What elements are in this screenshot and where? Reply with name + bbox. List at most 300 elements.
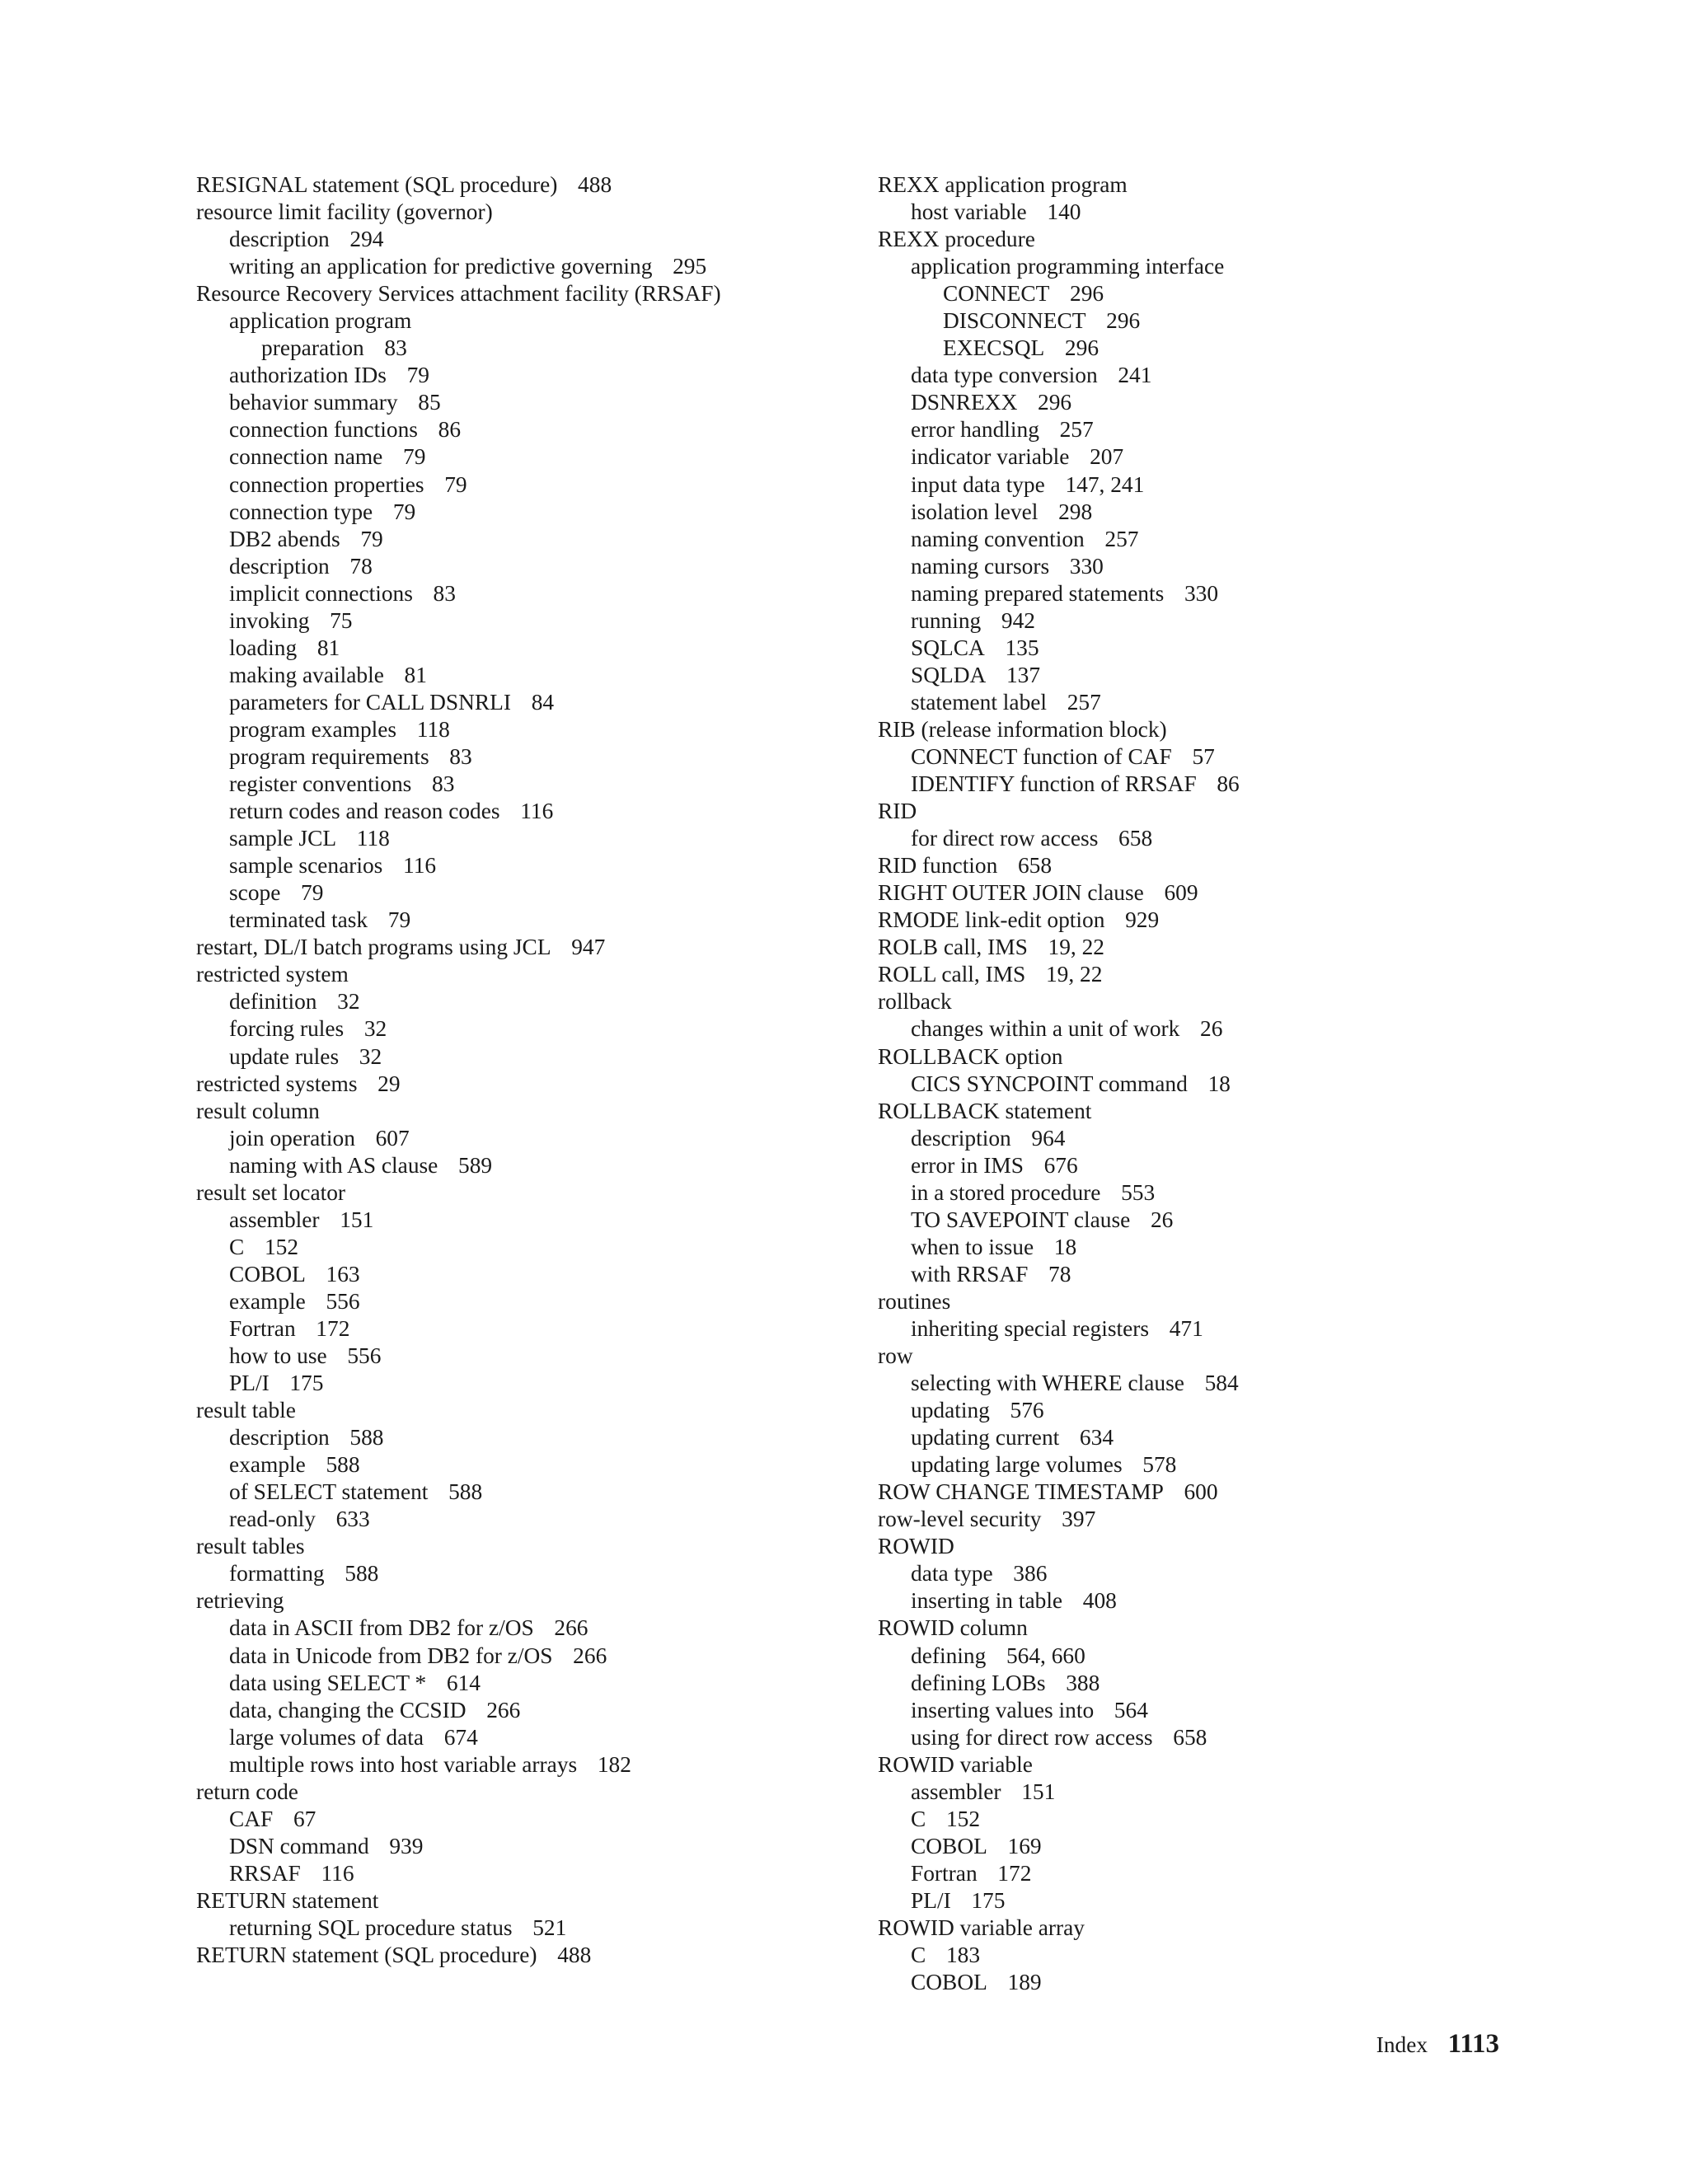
- index-entry: [878, 171, 1554, 199]
- index-entry: [196, 1751, 872, 1779]
- page-reference: 658: [1017, 853, 1053, 879]
- page-reference: 79: [360, 526, 383, 551]
- index-entry: [878, 771, 1554, 798]
- index-entry: [196, 1806, 872, 1833]
- page-reference: 588: [326, 1452, 360, 1478]
- index-entry: [196, 635, 872, 662]
- index-term: ROLL call, IMS: [878, 962, 1026, 987]
- index-entry: [878, 1479, 1554, 1506]
- index-term: defining LOBs: [911, 1670, 1046, 1695]
- page-reference: 386: [1013, 1561, 1048, 1586]
- index-term: returning SQL procedure status: [229, 1915, 513, 1940]
- page-reference: 553: [1121, 1179, 1156, 1205]
- page-reference: 86: [438, 417, 462, 443]
- footer-section-label: Index: [1376, 2032, 1428, 2057]
- index-term: authorization IDs: [229, 363, 387, 388]
- index-term: program examples: [229, 716, 397, 742]
- index-term: for direct row access: [911, 826, 1099, 851]
- index-entry: [196, 1125, 872, 1152]
- index-entry: [196, 1234, 872, 1261]
- index-term: COBOL: [911, 1970, 987, 1995]
- index-term: result table: [196, 1398, 296, 1423]
- page-number: 1113: [1447, 2029, 1499, 2059]
- index-entry: [878, 635, 1554, 662]
- index-entry: [196, 907, 872, 934]
- page-reference: 79: [403, 444, 426, 470]
- index-term: join operation: [229, 1125, 355, 1151]
- index-entry: [878, 743, 1554, 771]
- index-term: example: [229, 1452, 306, 1478]
- index-entry: [196, 1697, 872, 1724]
- page-reference: 57: [1192, 743, 1215, 769]
- index-term: when to issue: [911, 1234, 1034, 1259]
- index-term: forcing rules: [229, 1016, 345, 1042]
- index-entry: [878, 1615, 1554, 1642]
- index-term: RETURN statement (SQL procedure): [196, 1943, 537, 1968]
- index-entry: [196, 879, 872, 907]
- index-entry: [196, 1643, 872, 1670]
- index-entry: [196, 1724, 872, 1751]
- page-reference: 397: [1062, 1507, 1096, 1532]
- index-entry: [196, 1179, 872, 1207]
- index-term: DB2 abends: [229, 526, 340, 551]
- page-reference: 241: [1118, 363, 1152, 388]
- index-entry: [196, 553, 872, 580]
- index-term: retrieving: [196, 1588, 284, 1614]
- index-term: indicator variable: [911, 444, 1070, 470]
- index-entry: [878, 1015, 1554, 1043]
- index-entry: [878, 1751, 1554, 1779]
- index-entry: [196, 443, 872, 471]
- index-entry: [196, 1506, 872, 1533]
- page-reference: 118: [356, 826, 390, 851]
- page-reference: 556: [347, 1343, 382, 1369]
- index-entry: [878, 798, 1554, 825]
- page-reference: 266: [554, 1615, 588, 1641]
- index-entry: [878, 1887, 1554, 1915]
- index-term: example: [229, 1288, 306, 1314]
- index-entry: [196, 1207, 872, 1234]
- page-reference: 588: [345, 1561, 379, 1586]
- index-term: naming with AS clause: [229, 1152, 438, 1178]
- page-reference: 18: [1053, 1234, 1077, 1259]
- index-entry: [196, 1315, 872, 1343]
- index-term: COBOL: [229, 1261, 306, 1286]
- index-term: preparation: [261, 335, 364, 361]
- index-term: connection name: [229, 444, 383, 470]
- index-term: parameters for CALL DSNRLI: [229, 689, 512, 715]
- index-entry: [878, 1207, 1554, 1234]
- index-term: C: [911, 1943, 926, 1968]
- index-term: Fortran: [911, 1860, 978, 1886]
- index-term: selecting with WHERE clause: [911, 1371, 1184, 1396]
- page-reference: 588: [448, 1479, 483, 1505]
- index-entry: [878, 1643, 1554, 1670]
- index-term: CONNECT: [943, 281, 1050, 307]
- index-term: Resource Recovery Services attachment facility (RRSAF): [196, 281, 721, 307]
- page-reference: 564, 660: [1006, 1643, 1085, 1668]
- index-entry: [878, 1969, 1554, 1996]
- index-entry: [196, 662, 872, 689]
- index-entry: [196, 526, 872, 553]
- page-reference: 175: [289, 1371, 324, 1396]
- index-entry: [878, 934, 1554, 961]
- page-reference: 564: [1114, 1697, 1148, 1722]
- page-reference: 151: [340, 1207, 374, 1232]
- index-term: CICS SYNCPOINT command: [911, 1071, 1188, 1096]
- index-term: implicit connections: [229, 580, 413, 606]
- index-term: description: [911, 1125, 1011, 1151]
- page-reference: 295: [673, 254, 707, 279]
- index-entry: [196, 280, 872, 307]
- page-reference: 947: [571, 935, 606, 960]
- index-entry: [196, 580, 872, 607]
- page-reference: 939: [389, 1833, 424, 1858]
- page-reference: 388: [1066, 1670, 1100, 1695]
- page-reference: 152: [264, 1234, 299, 1259]
- index-term: running: [911, 607, 982, 633]
- index-entry: [878, 335, 1554, 362]
- index-term: data type conversion: [911, 363, 1098, 388]
- index-entry: [196, 307, 872, 335]
- index-term: RETURN statement: [196, 1887, 379, 1913]
- index-term: description: [229, 1425, 330, 1451]
- index-entry: [878, 307, 1554, 335]
- page-reference: 676: [1043, 1152, 1078, 1178]
- index-entry: [196, 825, 872, 852]
- index-entry: [878, 1724, 1554, 1751]
- index-entry: [878, 852, 1554, 879]
- index-term: RIB (release information block): [878, 716, 1167, 742]
- index-term: RID function: [878, 853, 998, 879]
- index-entry: [878, 1833, 1554, 1860]
- index-term: description: [229, 553, 330, 579]
- index-term: RID: [878, 799, 917, 824]
- index-term: program requirements: [229, 743, 429, 769]
- index-term: assembler: [229, 1207, 320, 1232]
- index-term: resource limit facility (governor): [196, 199, 493, 225]
- index-term: Fortran: [229, 1315, 296, 1341]
- index-entry: [878, 689, 1554, 716]
- index-entry: [196, 1071, 872, 1098]
- index-entry: [878, 1343, 1554, 1370]
- page-reference: 658: [1118, 826, 1153, 851]
- index-entry: [196, 1833, 872, 1860]
- index-entry: [878, 443, 1554, 471]
- page-reference: 19, 22: [1048, 935, 1104, 960]
- index-entry: [878, 1942, 1554, 1969]
- page-reference: 26: [1200, 1016, 1223, 1042]
- index-entry: [878, 1152, 1554, 1179]
- index-term: REXX procedure: [878, 227, 1035, 252]
- index-entry: [196, 471, 872, 499]
- index-term: error in IMS: [911, 1152, 1024, 1178]
- index-term: DSNREXX: [911, 390, 1018, 415]
- page-reference: 257: [1104, 526, 1139, 551]
- index-column-right: [878, 171, 1554, 1996]
- page-reference: 296: [1070, 281, 1104, 307]
- index-term: assembler: [911, 1779, 1001, 1804]
- index-term: naming prepared statements: [911, 580, 1165, 606]
- index-term: data using SELECT *: [229, 1670, 427, 1695]
- page-reference: 79: [406, 363, 429, 388]
- index-term: naming convention: [911, 526, 1085, 551]
- index-term: ROWID variable: [878, 1751, 1033, 1777]
- index-term: large volumes of data: [229, 1724, 424, 1750]
- page-reference: 116: [321, 1860, 354, 1886]
- index-entry: [878, 1451, 1554, 1479]
- index-entry: [878, 1560, 1554, 1587]
- page-reference: 207: [1090, 444, 1124, 470]
- index-entry: [196, 1915, 872, 1942]
- index-term: application programming interface: [911, 254, 1225, 279]
- page-reference: 296: [1106, 308, 1141, 334]
- page-reference: 589: [458, 1152, 493, 1178]
- page-reference: 137: [1006, 662, 1041, 687]
- index-term: PL/I: [229, 1371, 270, 1396]
- index-term: making available: [229, 662, 384, 687]
- index-term: how to use: [229, 1343, 327, 1369]
- page-reference: 584: [1204, 1371, 1239, 1396]
- page-reference: 578: [1142, 1452, 1177, 1478]
- index-entry: [878, 1179, 1554, 1207]
- index-entry: [196, 1479, 872, 1506]
- index-term: RMODE link-edit option: [878, 907, 1105, 933]
- index-entry: [196, 1015, 872, 1043]
- index-entry: [878, 988, 1554, 1015]
- index-term: of SELECT statement: [229, 1479, 429, 1505]
- index-term: row-level security: [878, 1507, 1042, 1532]
- index-entry: [196, 335, 872, 362]
- index-entry: [878, 526, 1554, 553]
- index-term: formatting: [229, 1561, 325, 1586]
- index-term: behavior summary: [229, 390, 398, 415]
- index-entry: [196, 934, 872, 961]
- index-term: data type: [911, 1561, 993, 1586]
- page-reference: 29: [377, 1071, 401, 1096]
- page-reference: 296: [1064, 335, 1100, 361]
- page-reference: 183: [945, 1943, 981, 1968]
- page-reference: 78: [349, 553, 373, 579]
- index-term: updating large volumes: [911, 1452, 1123, 1478]
- index-entry: [196, 499, 872, 526]
- index-entry: [196, 362, 872, 389]
- index-term: TO SAVEPOINT clause: [911, 1207, 1131, 1232]
- index-entry: [196, 199, 872, 226]
- index-entry: [196, 1942, 872, 1969]
- page-reference: 75: [330, 607, 353, 633]
- index-entry: [878, 1779, 1554, 1806]
- index-term: error handling: [911, 417, 1039, 443]
- index-entry: [196, 1533, 872, 1560]
- page-reference: 83: [432, 771, 455, 797]
- index-entry: [196, 988, 872, 1015]
- index-term: return code: [196, 1779, 298, 1804]
- index-entry: [878, 1424, 1554, 1451]
- index-term: updating: [911, 1398, 990, 1423]
- index-entry: [196, 771, 872, 798]
- page-reference: 32: [337, 989, 360, 1015]
- page-reference: 140: [1047, 199, 1081, 225]
- page-reference: 658: [1173, 1724, 1207, 1750]
- index-entry: [196, 171, 872, 199]
- page-reference: 298: [1058, 499, 1093, 524]
- index-term: inserting values into: [911, 1697, 1095, 1722]
- index-term: result set locator: [196, 1179, 346, 1205]
- index-term: using for direct row access: [911, 1724, 1153, 1750]
- index-term: RRSAF: [229, 1860, 301, 1886]
- index-entry: [878, 199, 1554, 226]
- page-reference: 26: [1150, 1207, 1174, 1232]
- index-entry: [196, 1587, 872, 1615]
- page-reference: 147, 241: [1065, 471, 1145, 497]
- page-reference: 929: [1125, 907, 1160, 933]
- page-reference: 294: [349, 227, 384, 252]
- index-term: scope: [229, 880, 281, 906]
- index-entry: [196, 1098, 872, 1125]
- page-reference: 78: [1048, 1261, 1071, 1286]
- index-term: update rules: [229, 1043, 340, 1069]
- index-term: ROLLBACK option: [878, 1043, 1063, 1069]
- page-reference: 257: [1067, 689, 1101, 715]
- index-entry: [878, 1587, 1554, 1615]
- index-entry: [878, 253, 1554, 280]
- index-entry: [878, 1697, 1554, 1724]
- index-term: defining: [911, 1643, 987, 1668]
- page-reference: 634: [1079, 1425, 1114, 1451]
- index-entry: [878, 226, 1554, 253]
- index-entry: [196, 607, 872, 635]
- page-reference: 172: [316, 1315, 350, 1341]
- index-entry: [878, 1670, 1554, 1697]
- index-entry: [878, 553, 1554, 580]
- page-reference: 151: [1021, 1779, 1056, 1804]
- index-term: CAF: [229, 1806, 274, 1831]
- index-entry: [196, 1152, 872, 1179]
- index-entry: [878, 1043, 1554, 1071]
- page-reference: 964: [1031, 1125, 1066, 1151]
- index-term: updating current: [911, 1425, 1060, 1451]
- index-term: inserting in table: [911, 1588, 1063, 1614]
- index-entry: [878, 1071, 1554, 1098]
- page-reference: 152: [945, 1806, 981, 1831]
- index-term: REXX application program: [878, 172, 1128, 197]
- index-term: terminated task: [229, 907, 368, 933]
- index-entry: [878, 662, 1554, 689]
- index-term: loading: [229, 635, 298, 660]
- index-term: PL/I: [911, 1887, 951, 1913]
- index-term: ROW CHANGE TIMESTAMP: [878, 1479, 1164, 1505]
- page-reference: 189: [1007, 1970, 1042, 1995]
- index-term: application program: [229, 308, 412, 334]
- page-reference: 79: [387, 907, 411, 933]
- index-term: SQLDA: [911, 662, 987, 687]
- page-reference: 576: [1010, 1398, 1044, 1423]
- index-term: statement label: [911, 689, 1048, 715]
- index-entry: [196, 1370, 872, 1397]
- index-term: RIGHT OUTER JOIN clause: [878, 880, 1144, 906]
- page-reference: 488: [557, 1943, 592, 1968]
- index-entry: [196, 226, 872, 253]
- index-entry: [196, 961, 872, 988]
- index-term: C: [229, 1234, 245, 1259]
- index-entry: [196, 716, 872, 743]
- index-entry: [196, 1043, 872, 1071]
- index-term: EXECSQL: [943, 335, 1045, 361]
- index-term: row: [878, 1343, 913, 1369]
- page-reference: 408: [1082, 1588, 1117, 1614]
- page-reference: 18: [1207, 1071, 1231, 1096]
- page-reference: 674: [443, 1724, 478, 1750]
- index-term: register conventions: [229, 771, 412, 797]
- page-reference: 607: [375, 1125, 410, 1151]
- page-reference: 79: [392, 499, 416, 524]
- page-reference: 471: [1169, 1315, 1203, 1341]
- page-reference: 85: [418, 390, 441, 415]
- page-reference: 118: [416, 716, 450, 742]
- index-term: ROWID column: [878, 1615, 1028, 1641]
- index-term: ROLLBACK statement: [878, 1098, 1092, 1123]
- index-entry: [196, 852, 872, 879]
- page-reference: 488: [578, 172, 612, 197]
- index-term: inheriting special registers: [911, 1315, 1150, 1341]
- index-entry: [878, 716, 1554, 743]
- page-reference: 163: [326, 1261, 360, 1286]
- index-term: return codes and reason codes: [229, 799, 500, 824]
- index-term: connection type: [229, 499, 373, 524]
- index-term: restart, DL/I batch programs using JCL: [196, 935, 551, 960]
- index-term: isolation level: [911, 499, 1039, 524]
- page-reference: 83: [449, 743, 472, 769]
- index-term: DISCONNECT: [943, 308, 1086, 334]
- index-term: host variable: [911, 199, 1027, 225]
- index-entry: [196, 1343, 872, 1370]
- index-term: ROWID variable array: [878, 1915, 1085, 1940]
- page-reference: 81: [316, 635, 340, 660]
- index-term: result column: [196, 1098, 320, 1123]
- index-term: connection functions: [229, 417, 418, 443]
- index-entry: [196, 389, 872, 416]
- page-reference: 79: [301, 880, 324, 906]
- index-term: read-only: [229, 1507, 316, 1532]
- index-entry: [878, 907, 1554, 934]
- index-entry: [878, 416, 1554, 443]
- index-term: restricted system: [196, 962, 349, 987]
- index-entry: [196, 1424, 872, 1451]
- page-reference: 172: [997, 1860, 1032, 1886]
- page-reference: 556: [326, 1288, 360, 1314]
- index-term: definition: [229, 989, 317, 1015]
- page-reference: 330: [1069, 553, 1104, 579]
- page-reference: 169: [1007, 1833, 1042, 1858]
- index-term: ROWID: [878, 1534, 954, 1559]
- index-term: multiple rows into host variable arrays: [229, 1751, 578, 1777]
- index-term: result tables: [196, 1534, 305, 1559]
- index-entry: [878, 1915, 1554, 1942]
- page-footer: [1376, 2029, 1499, 2060]
- page-reference: 84: [531, 689, 555, 715]
- index-entry: [196, 689, 872, 716]
- index-entry: [196, 1397, 872, 1424]
- index-entry: [196, 1451, 872, 1479]
- index-term: COBOL: [911, 1833, 987, 1858]
- index-column-left: [196, 171, 872, 1969]
- index-term: restricted systems: [196, 1071, 358, 1096]
- index-entry: [878, 879, 1554, 907]
- page-reference: 135: [1005, 635, 1039, 660]
- page-reference: 609: [1164, 880, 1198, 906]
- index-term: input data type: [911, 471, 1045, 497]
